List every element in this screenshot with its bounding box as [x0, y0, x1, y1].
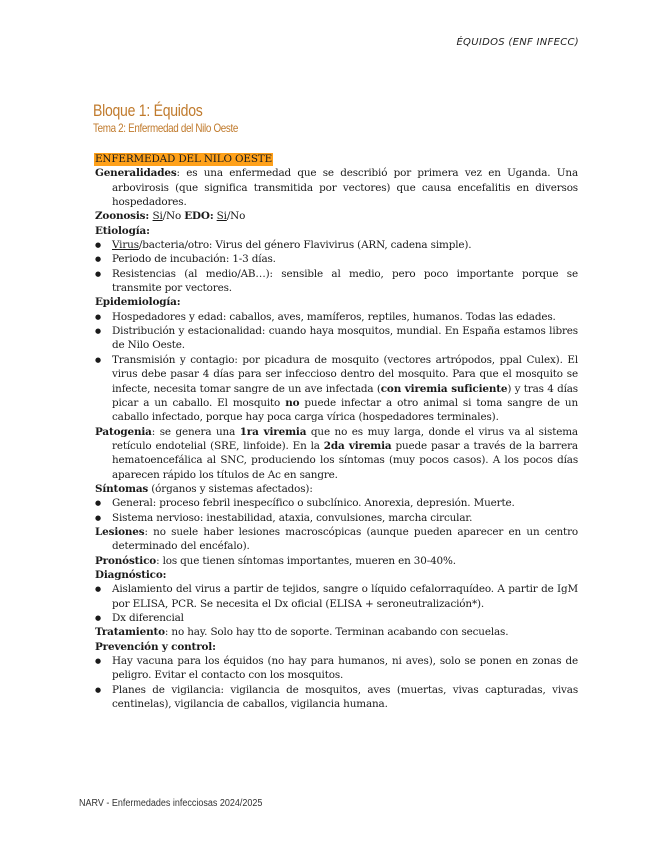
- list-item: [95, 353, 578, 425]
- pronostico-paragraph: [95, 554, 578, 568]
- list-item-text: /bacteria/otro: Virus del género Flavivirus (ARN, cadena simple).: [138, 239, 472, 252]
- epidemiologia-label: Epidemiología: [95, 296, 177, 309]
- text: : no suele haber lesiones macroscópicas (aunque pueden aparecer en un centro determinado del encéfalo).: [112, 525, 578, 553]
- etiologia-list: [95, 238, 578, 295]
- etiologia-heading: [95, 224, 578, 238]
- prevencion-label: Prevención y control: [95, 640, 213, 653]
- titles: [93, 101, 270, 135]
- sintomas-sub: (órganos y sistemas afectados):: [148, 482, 313, 495]
- prevencion-list: [95, 654, 578, 711]
- prevencion-heading: [95, 640, 578, 654]
- colon: :: [162, 568, 167, 581]
- bold-text: no: [285, 396, 300, 409]
- zoonosis-label: Zoonosis: [95, 210, 146, 223]
- zoonosis-si: Si: [152, 210, 163, 223]
- edo-colon: :: [209, 210, 214, 223]
- edo-no: /No: [226, 210, 246, 223]
- colon: :: [146, 224, 150, 237]
- list-item: ● Aislamiento del virus a partir de tejidos, sangre o líquido cefalorraquídeo. A partir de IgM por ELISA, PCR. Se necesita el Dx oficial (ELISA + seroneutralización*).: [95, 582, 578, 611]
- topic-title: Tema 2: Enfermedad del Nilo Oeste: [93, 121, 239, 135]
- text: : se genera una: [151, 425, 240, 438]
- diagnostico-label: Diagnóstico: [95, 568, 163, 581]
- generalidades-text: : es una enfermedad que se describió por primera vez en Uganda. Una arbovirosis (que significa transmitida por vectores) que causa encefalitis en diversos hospedadores.: [112, 167, 578, 209]
- generalidades-paragraph: [95, 166, 578, 209]
- pronostico-label: Pronóstico: [95, 554, 157, 567]
- colon: :: [212, 640, 216, 653]
- page-footer: NARV - Enfermedades infecciosas 2024/2025: [79, 798, 263, 809]
- lesiones-label: Lesiones: [95, 525, 145, 538]
- lesiones-paragraph: [95, 525, 578, 554]
- zoonosis-no: /No: [162, 210, 185, 223]
- diagnostico-heading: [95, 568, 578, 582]
- bold-text: 2da viremia: [323, 439, 392, 452]
- text: que no es muy larga, donde el virus va al sistema retículo endotelial (SRE, linfoide). En la: [112, 425, 578, 452]
- document-body: [95, 152, 578, 711]
- list-item: [95, 238, 578, 252]
- bold-text: con viremia suficiente: [380, 382, 508, 395]
- etiologia-label: Etiología: [95, 224, 147, 237]
- sintomas-label: Síntomas: [95, 482, 149, 495]
- virus-underlined: Virus: [112, 239, 139, 252]
- list-item: ● Dx diferencial: [95, 611, 578, 625]
- edo-si: Si: [216, 210, 227, 223]
- list-item: ● Hospedadores y edad: caballos, aves, mamíferos, reptiles, humanos. Todas las edades.: [95, 310, 578, 324]
- running-header: ÉQUIDOS (ENF INFECC): [456, 37, 579, 48]
- tratamiento-label: Tratamiento: [95, 626, 165, 639]
- colon: :: [176, 296, 181, 309]
- text: puede pasar a través de la barrera hematoencefálica al SNC, produciendo los síntomas (muy pocos casos). A los pocos días aparecen rápido los títulos de Ac en sangre.: [112, 439, 578, 481]
- block-title: Bloque 1: Équidos: [93, 102, 203, 120]
- tratamiento-paragraph: [95, 625, 578, 639]
- diagnostico-list: [95, 582, 578, 625]
- patogenia-label: Patogenia: [95, 425, 152, 438]
- list-item: ● Periodo de incubación: 1-3 días.: [95, 252, 578, 266]
- section-title-highlight: ENFERMEDAD DEL NILO OESTE: [95, 153, 273, 165]
- sintomas-heading: [95, 482, 578, 496]
- zoonosis-sep: :: [145, 210, 153, 223]
- list-item: ● General: proceso febril inespecífico o subclínico. Anorexia, depresión. Muerte.: [95, 496, 578, 510]
- list-item: ● Hay vacuna para los équidos (no hay para humanos, ni aves), solo se ponen en zonas de peligro. Evitar el contacto con los mosquitos.: [95, 654, 578, 683]
- sintomas-list: [95, 496, 578, 525]
- epidemiologia-list: [95, 310, 578, 425]
- bold-text: 1ra viremia: [239, 425, 307, 438]
- list-item: ● Distribución y estacionalidad: cuando haya mosquitos, mundial. En España estamos libres de Nilo Oeste.: [95, 324, 578, 353]
- list-item: ● Resistencias (al medio/AB…): sensible al medio, pero poco importante porque se transmite por vectores.: [95, 267, 578, 296]
- patogenia-paragraph: [95, 425, 578, 482]
- text: puede infectar a otro animal si toma sangre de un caballo infectado, porque hay poca carga vírica (hospedadores terminales).: [112, 396, 578, 424]
- edo-label: EDO: [184, 210, 210, 223]
- text: : no hay. Solo hay tto de soporte. Terminan acabando con secuelas.: [164, 626, 509, 639]
- text: : los que tienen síntomas importantes, mueren en 30-40%.: [156, 554, 456, 567]
- list-item: ● Sistema nervioso: inestabilidad, ataxia, convulsiones, marcha circular.: [95, 511, 578, 525]
- zoonosis-line: [95, 209, 578, 223]
- text: Transmisión y contagio: por picadura de mosquito (vectores artrópodos, ppal Culex). El virus debe pasar 4 días para ser infeccioso dentro del mosquito. Para que el mosquito se infecte, necesita tomar sangre de un ave infectada (: [112, 353, 578, 395]
- epidemiologia-heading: [95, 295, 578, 309]
- list-item: ● Planes de vigilancia: vigilancia de mosquitos, aves (muertas, vivas capturadas, vivas centinelas), vigilancia de caballos, vigilancia humana.: [95, 683, 578, 712]
- text: ) y tras 4 días picar a un caballo. El mosquito: [112, 382, 578, 409]
- generalidades-label: Generalidades: [95, 167, 177, 180]
